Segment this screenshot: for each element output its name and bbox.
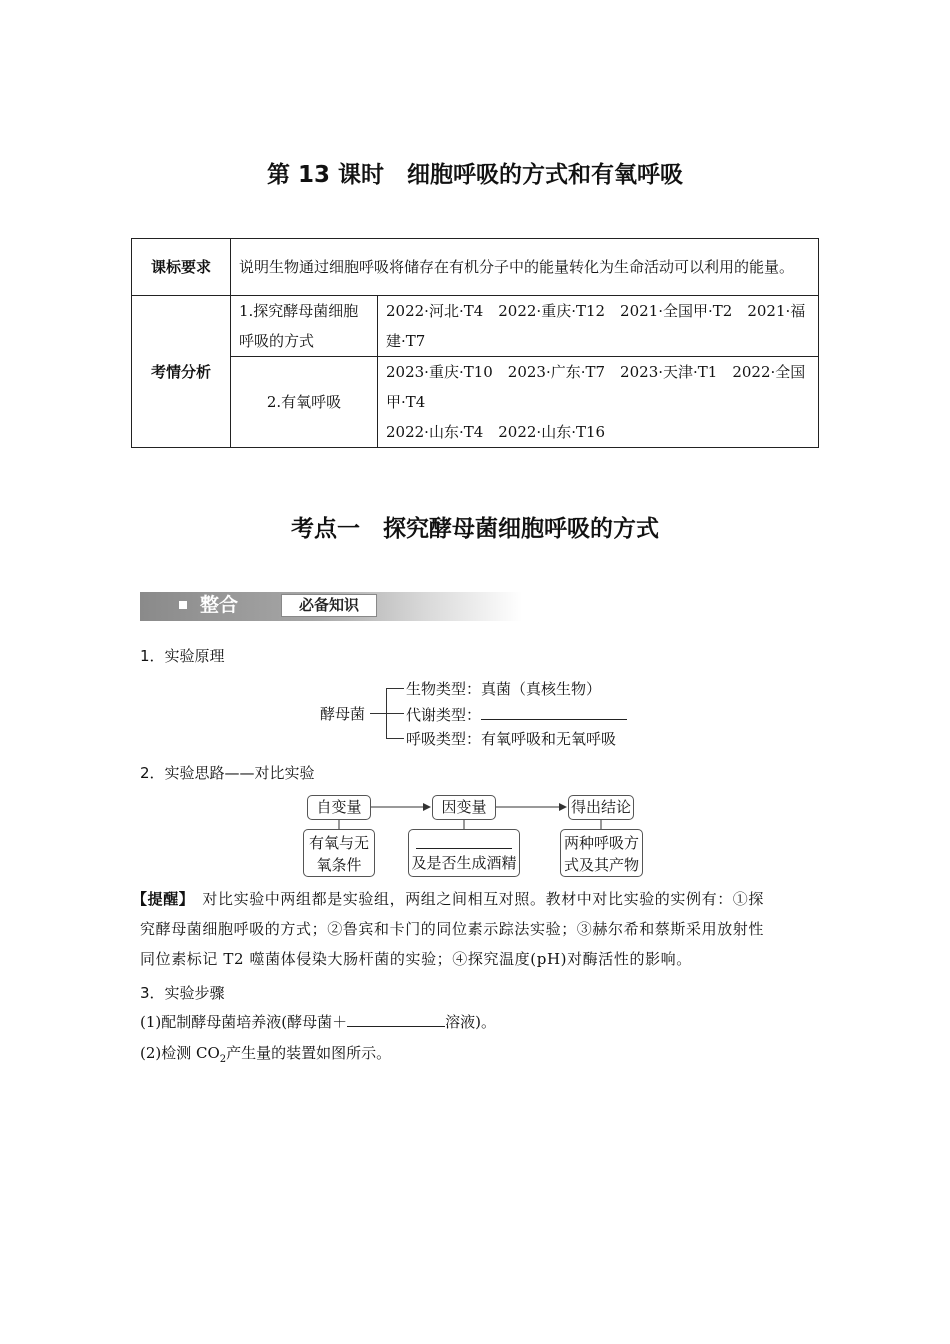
heading-design: 2．实验思路——对比实验 xyxy=(140,764,315,782)
box-dependent-detail xyxy=(408,829,520,877)
topic-1: 1.探究酵母菌细胞呼吸的方式 xyxy=(231,296,378,357)
lesson-title: 第 13 课时 细胞呼吸的方式和有氧呼吸 xyxy=(266,162,684,188)
tip-line1 xyxy=(132,884,822,914)
tip-label: 【提醒】 xyxy=(132,890,195,908)
tip-line2: 究酵母菌细胞呼吸的方式；②鲁宾和卡门的同位素示踪法实验；③赫尔希和蔡斯采用放射性 xyxy=(140,920,765,938)
banner-main-label: 整合 xyxy=(200,594,239,616)
section-title: 考点一 探究酵母菌细胞呼吸的方式 xyxy=(291,516,659,542)
box-conclusion: 得出结论 xyxy=(568,795,634,820)
detail-conclusion-line2: 式及其产物 xyxy=(563,856,639,874)
tip-line1-text: 对比实验中两组都是实验组，两组之间相互对照。教材中对比实验的实例有：①探 xyxy=(202,890,765,908)
topic-2: 2.有氧呼吸 xyxy=(231,357,378,448)
topic-2-exams-line2: 2022·山东·T4 2022·山东·T16 xyxy=(386,423,606,441)
analysis-label: 考情分析 xyxy=(132,296,231,448)
requirement-text: 说明生物通过细胞呼吸将储存在有机分子中的能量转化为生命活动可以利用的能量。 xyxy=(231,239,819,296)
step-1 xyxy=(140,1007,812,1037)
branch-respiration-type: 呼吸类型：有氧呼吸和无氧呼吸 xyxy=(406,730,617,748)
step-1-prefix: (1)配制酵母菌培养液(酵母菌＋ xyxy=(140,1013,348,1031)
heading-steps: 3．实验步骤 xyxy=(140,984,225,1002)
tip-line3: 同位素标记 T2 噬菌体侵染大肠杆菌的实验；④探究温度(pH)对酶活性的影响。 xyxy=(140,950,692,968)
detail-independent-line2: 氧条件 xyxy=(316,856,362,874)
branch-organism-type: 生物类型：真菌（真核生物） xyxy=(406,680,602,698)
box-dependent-variable: 因变量 xyxy=(432,795,496,820)
answer-blank xyxy=(416,832,512,849)
topic-1-exams: 2022·河北·T4 2022·重庆·T12 2021·全国甲·T2 2021·福建·T7 xyxy=(378,296,819,357)
branch-metabolism-label: 代谢类型： xyxy=(406,706,482,724)
step-2 xyxy=(140,1038,812,1075)
box-independent-variable: 自变量 xyxy=(307,795,371,820)
detail-dependent-line2: 及是否生成酒精 xyxy=(411,854,517,872)
heading-principle: 1．实验原理 xyxy=(140,647,225,665)
detail-conclusion-line1: 两种呼吸方 xyxy=(563,834,639,852)
step-2-prefix: (2)检测 CO xyxy=(140,1044,220,1062)
box-independent-detail xyxy=(303,829,375,877)
box-conclusion-detail xyxy=(560,829,643,877)
banner-sub-label: 必备知识 xyxy=(281,594,377,617)
step-2-subscript: 2 xyxy=(219,1054,227,1065)
step-1-suffix: 溶液)。 xyxy=(445,1013,496,1031)
detail-independent-line1: 有氧与无 xyxy=(308,834,369,852)
diagram-root: 酵母菌 xyxy=(320,705,366,723)
topic-2-exams-line1: 2023·重庆·T10 2023·广东·T7 2023·天津·T1 2022·全国甲·T4 xyxy=(386,363,806,411)
tip-paragraph xyxy=(132,884,822,974)
step-2-suffix: 产生量的装置如图所示。 xyxy=(226,1044,392,1062)
requirement-label: 课标要求 xyxy=(132,239,231,296)
answer-blank xyxy=(347,1010,445,1027)
